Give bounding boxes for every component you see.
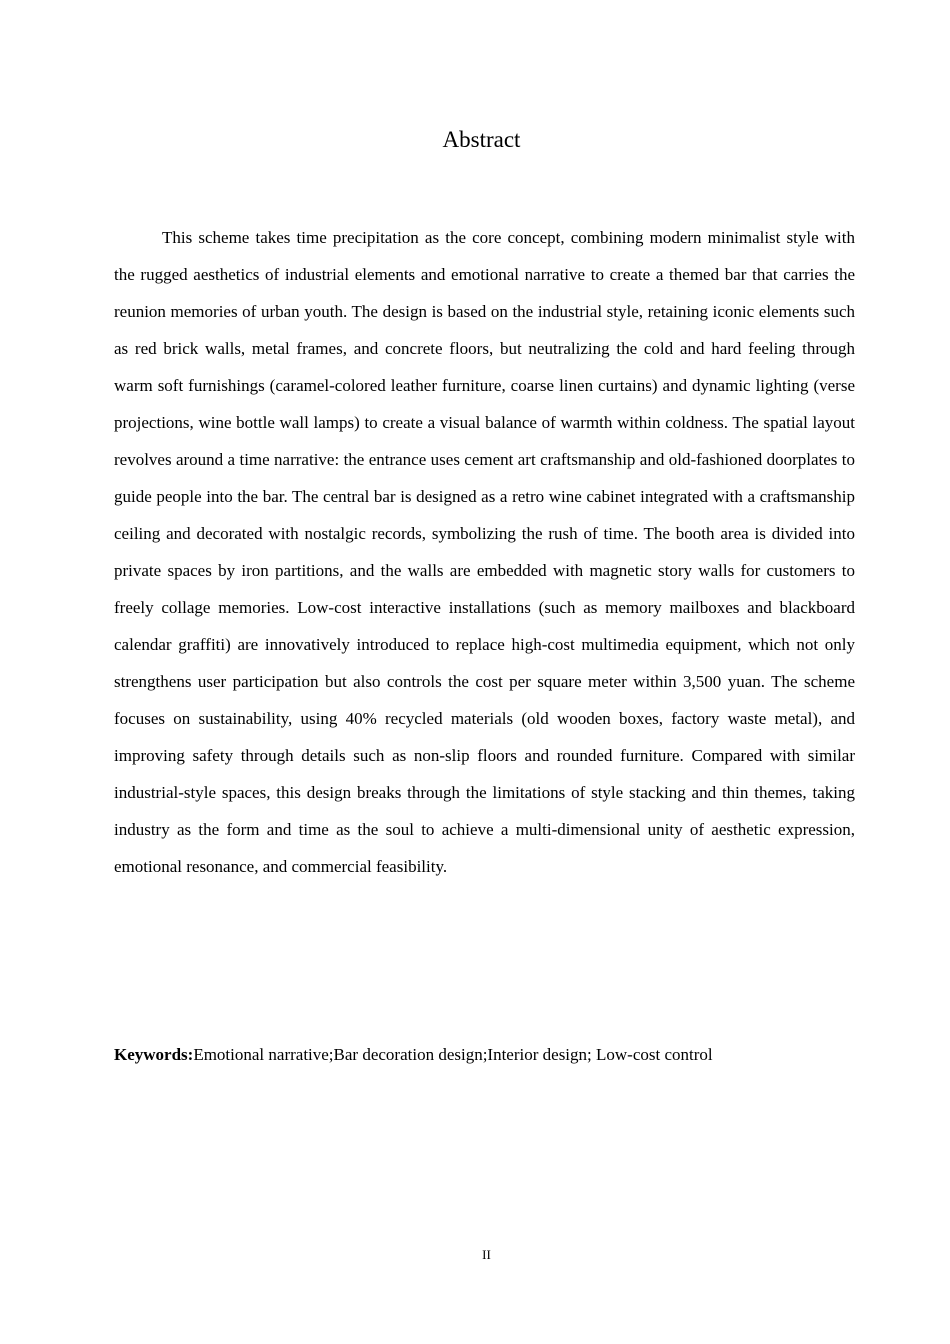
keywords-text: Emotional narrative;Bar decoration design;Interior design; Low-cost control: [193, 1045, 713, 1064]
abstract-paragraph: This scheme takes time precipitation as the core concept, combining modern minimalist style with the rugged aesthetics of industrial elements and emotional narrative to create a themed bar that carries the reunion memories of urban youth. The design is based on the industrial style, retaining iconic elements such as red brick walls, metal frames, and concrete floors, but neutralizing the cold and hard feeling through warm soft furnishings (caramel-colored leather furniture, coarse linen curtains) and dynamic lighting (verse projections, wine bottle wall lamps) to create a visual balance of warmth within coldness. The spatial layout revolves around a time narrative: the entrance uses cement art craftsmanship and old-fashioned doorplates to guide people into the bar. The central bar is designed as a retro wine cabinet integrated with a craftsmanship ceiling and decorated with nostalgic records, symbolizing the rush of time. The booth area is divided into private spaces by iron partitions, and the walls are embedded with magnetic story walls for customers to freely collage memories. Low-cost interactive installations (such as memory mailboxes and blackboard calendar graffiti) are innovatively introduced to replace high-cost multimedia equipment, which not only strengthens user participation but also controls the cost per square meter within 3,500 yuan. The scheme focuses on sustainability, using 40% recycled materials (old wooden boxes, factory waste metal), and improving safety through details such as non-slip floors and rounded furniture. Compared with similar industrial-style spaces, this design breaks through the limitations of style stacking and thin themes, taking industry as the form and time as the soul to achieve a multi-dimensional unity of aesthetic expression, emotional resonance, and commercial feasibility.: [114, 228, 855, 876]
page-title: Abstract: [442, 127, 521, 152]
keywords-label: Keywords:: [114, 1045, 194, 1064]
page-number: II: [482, 1247, 491, 1262]
keywords-line: [114, 1036, 855, 1073]
